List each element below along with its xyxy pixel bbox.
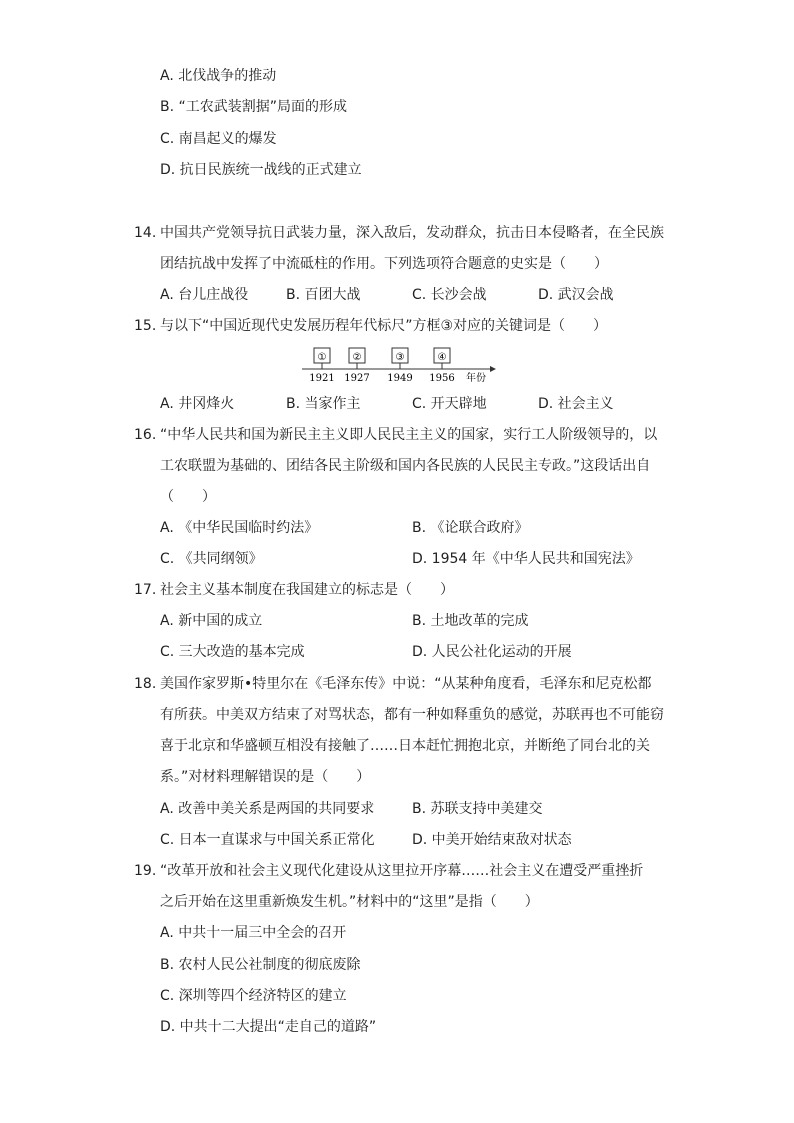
q15-number: 15. <box>134 318 157 334</box>
q15-stem-line-1: 与以下“中国近现代史发展历程年代标尺”方框③对应的关键词是（ ） <box>160 318 608 334</box>
q16-option-b: B. 《论联合政府》 <box>412 520 529 536</box>
q19-number: 19. <box>134 863 157 879</box>
q14-stem-line-1: 中国共产党领导抗日武装力量，深入敌后，发动群众，抗击日本侵略者，在全民族 <box>160 225 664 241</box>
timeline-arrow <box>490 366 496 372</box>
q18-stem-line-3: 喜于北京和华盛顿互相没有接触了……日本赶忙拥抱北京，并断绝了同台北的关 <box>160 738 650 754</box>
timeline-figure <box>300 344 500 384</box>
timeline-box-3-label: ③ <box>395 352 405 363</box>
timeline-year-3: 1949 <box>387 373 413 384</box>
q17-option-c: C. 三大改造的基本完成 <box>160 644 305 660</box>
q15-option-c: C. 开天辟地 <box>412 396 487 412</box>
q16-stem-line-2: 工农联盟为基础的、团结各民主阶级和国内各民族的人民民主专政。”这段话出自 <box>160 458 651 474</box>
timeline-svg <box>300 344 500 384</box>
q14-number: 14. <box>134 225 157 241</box>
q18-option-a: A. 改善中美关系是两国的共同要求 <box>160 801 375 817</box>
q13-option-a: A. 北伐战争的推动 <box>160 68 277 84</box>
q18-stem-line-4: 系。”对材料理解错误的是（ ） <box>160 769 371 785</box>
q18-option-d: D. 中美开始结束敌对状态 <box>412 832 572 848</box>
q19-stem-line-2: 之后开始在这里重新焕发生机。”材料中的“这里”是指（ ） <box>160 894 539 910</box>
q18-option-c: C. 日本一直谋求与中国关系正常化 <box>160 832 375 848</box>
q19-option-a: A. 中共十一届三中全会的召开 <box>160 925 347 941</box>
q16-number: 16. <box>134 427 157 443</box>
q17-option-b: B. 土地改革的完成 <box>412 613 529 629</box>
q13-option-d: D. 抗日民族统一战线的正式建立 <box>160 162 362 178</box>
q17-option-a: A. 新中国的成立 <box>160 613 263 629</box>
q18-option-b: B. 苏联支持中美建交 <box>412 801 543 817</box>
q13-option-c: C. 南昌起义的爆发 <box>160 131 277 147</box>
q16-stem-line-1: “中华人民共和国为新民主主义即人民民主主义的国家，实行工人阶级领导的，以 <box>160 427 658 443</box>
q14-option-a: A. 台儿庄战役 <box>160 287 249 303</box>
timeline-year-4: 1956 <box>429 373 455 384</box>
q17-number: 17. <box>134 582 157 598</box>
q16-option-d: D. 1954 年《中华人民共和国宪法》 <box>412 551 640 567</box>
timeline-year-1: 1921 <box>309 373 335 384</box>
q18-stem-line-2: 有所获。中美双方结束了对骂状态，都有一种如释重负的感觉，苏联再也不可能窃 <box>160 707 664 723</box>
q19-stem-line-1: “改革开放和社会主义现代化建设从这里拉开序幕……社会主义在遭受严重挫折 <box>160 863 644 879</box>
timeline-axis-label: 年份 <box>466 373 486 384</box>
q14-stem-line-2: 团结抗战中发挥了中流砥柱的作用。下列选项符合题意的史实是（ ） <box>160 256 608 272</box>
q15-option-a: A. 井冈烽火 <box>160 396 235 412</box>
q16-option-c: C. 《共同纲领》 <box>160 551 263 567</box>
timeline-box-1-label: ① <box>317 352 327 363</box>
q18-stem-line-1: 美国作家罗斯•特里尔在《毛泽东传》中说：“从某种角度看，毛泽东和尼克松都 <box>160 676 652 692</box>
q17-stem-line-1: 社会主义基本制度在我国建立的标志是（ ） <box>160 582 454 598</box>
timeline-box-2-label: ② <box>352 352 362 363</box>
q15-option-d: D. 社会主义 <box>538 396 614 412</box>
q13-option-b: B. “工农武装割据”局面的形成 <box>160 99 348 115</box>
q16-option-a: A. 《中华民国临时约法》 <box>160 520 319 536</box>
timeline-box-4-label: ④ <box>437 352 447 363</box>
q14-option-d: D. 武汉会战 <box>538 287 614 303</box>
timeline-year-2: 1927 <box>344 373 370 384</box>
q19-option-d: D. 中共十二大提出“走自己的道路” <box>160 1019 377 1035</box>
q17-option-d: D. 人民公社化运动的开展 <box>412 644 572 660</box>
q18-number: 18. <box>134 676 157 692</box>
q19-option-c: C. 深圳等四个经济特区的建立 <box>160 988 347 1004</box>
q14-option-b: B. 百团大战 <box>286 287 361 303</box>
q16-stem-line-3: （ ） <box>160 489 216 505</box>
q14-option-c: C. 长沙会战 <box>412 287 487 303</box>
q15-option-b: B. 当家作主 <box>286 396 361 412</box>
q19-option-b: B. 农村人民公社制度的彻底废除 <box>160 957 361 973</box>
